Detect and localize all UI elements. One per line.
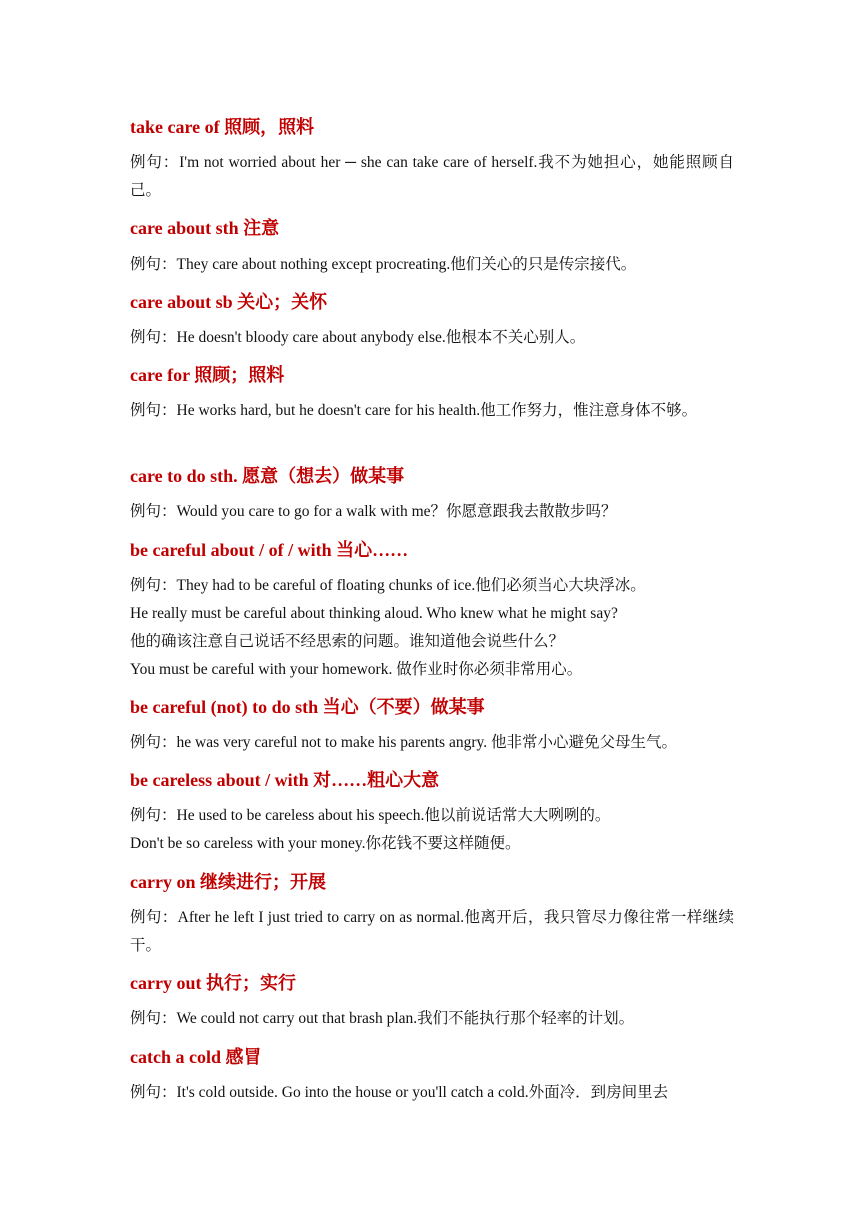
phrase-heading: care about sb 关心；关怀 <box>130 292 328 312</box>
example-sentence: 例句：I'm not worried about her ─ she can take care of herself.我不为她担心，她能照顾自己。 <box>130 154 734 199</box>
example-sentence: 例句：Would you care to go for a walk with me？你愿意跟我去散散步吗？ <box>130 503 617 520</box>
example-sentence: 例句：he was very careful not to make his parents angry. 他非常小心避免父母生气。 <box>130 734 677 751</box>
phrase-heading: catch a cold 感冒 <box>130 1047 262 1067</box>
example-sentence: 例句：He works hard, but he doesn't care for his health.他工作努力，惟注意身体不够。 <box>130 402 698 419</box>
example-sentence: 例句：We could not carry out that brash plan.我们不能执行那个轻率的计划。 <box>130 1010 635 1027</box>
phrase-heading: carry on 继续进行；开展 <box>130 872 326 892</box>
example-sentence: 例句：They care about nothing except procreating.他们关心的只是传宗接代。 <box>130 256 637 273</box>
example-translation: 他的确该注意自己说话不经思索的问题。谁知道他会说些什么？ <box>130 633 565 650</box>
example-sentence: Don't be so careless with your money.你花钱不要这样随便。 <box>130 835 521 852</box>
phrase-heading: care for 照顾；照料 <box>130 365 285 385</box>
example-sentence: 例句：They had to be careful of floating chunks of ice.他们必须当心大块浮冰。 <box>130 577 646 594</box>
phrase-heading: be careful (not) to do sth 当心（不要）做某事 <box>130 697 485 717</box>
example-sentence: 例句：He used to be careless about his speech.他以前说话常大大咧咧的。 <box>130 807 611 824</box>
example-sentence: He really must be careful about thinking aloud. Who knew what he might say? <box>130 605 618 622</box>
phrase-heading: carry out 执行；实行 <box>130 973 296 993</box>
phrase-heading: be careless about / with 对……粗心大意 <box>130 770 440 790</box>
example-sentence: You must be careful with your homework. 做作业时你必须非常用心。 <box>130 661 583 678</box>
example-sentence: 例句：After he left I just tried to carry on as normal.他离开后，我只管尽力像往常一样继续干。 <box>130 909 734 954</box>
phrase-heading: care to do sth. 愿意（想去）做某事 <box>130 466 405 486</box>
example-sentence: 例句：He doesn't bloody care about anybody else.他根本不关心别人。 <box>130 329 586 346</box>
phrase-heading: take care of 照顾，照料 <box>130 117 315 137</box>
phrase-heading: be careful about / of / with 当心…… <box>130 540 409 560</box>
phrase-heading: care about sth 注意 <box>130 218 280 238</box>
example-sentence: 例句：It's cold outside. Go into the house or you'll catch a cold.外面冷．到房间里去 <box>130 1084 669 1101</box>
